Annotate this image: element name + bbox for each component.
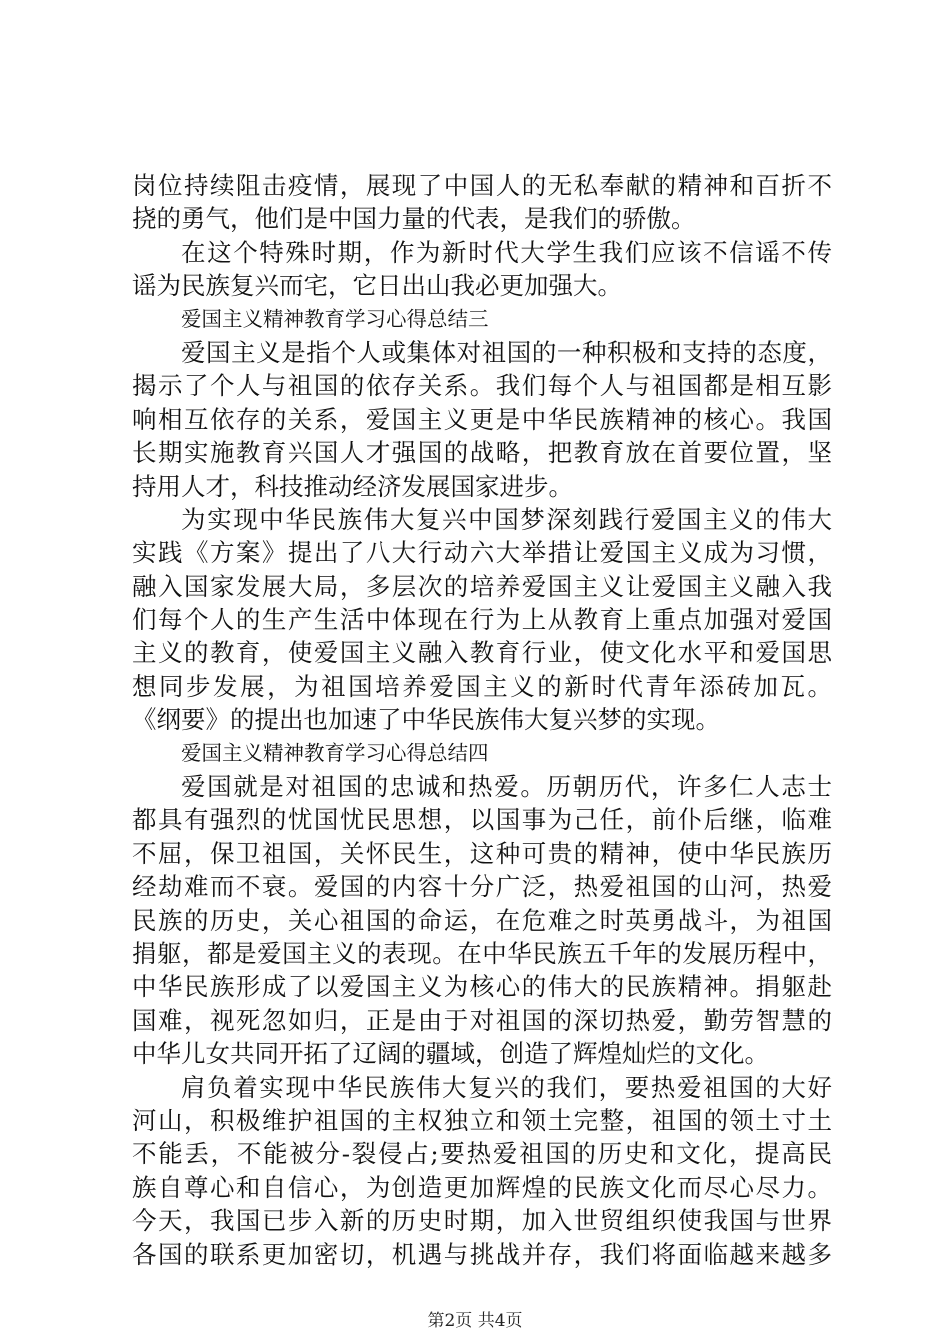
paragraph-start-line: 爱国就是对祖国的忠诚和热爱。历朝历代，许多仁人志士 (181, 772, 832, 802)
paragraph-start-line: 肩负着实现中华民族伟大复兴的我们，要热爱祖国的大好 (181, 1072, 832, 1102)
page-number-footer: 第2页 共4页 (427, 1311, 523, 1331)
text-line: 经劫难而不衰。爱国的内容十分广泛，热爱祖国的山河，热爱 (132, 872, 832, 902)
text-line: 民族的历史，关心祖国的命运，在危难之时英勇战斗，为祖国 (132, 905, 832, 935)
text-line: 融入国家发展大局，多层次的培养爱国主义让爱国主义融入我 (132, 571, 832, 601)
text-line: 都具有强烈的忧国忧民思想，以国事为己任，前仆后继，临难 (132, 805, 832, 835)
paragraph-start-line: 为实现中华民族伟大复兴中国梦深刻践行爱国主义的伟大 (181, 504, 832, 534)
text-line: 实践《方案》提出了八大行动六大举措让爱国主义成为习惯， (132, 538, 832, 568)
text-line: 今天，我国已步入新的历史时期，加入世贸组织使我国与世界 (132, 1206, 832, 1236)
text-line: 持用人才，科技推动经济发展国家进步。 (132, 471, 573, 501)
paragraph-start-line: 在这个特殊时期，作为新时代大学生我们应该不信谣不传 (181, 237, 832, 267)
document-body (132, 169, 832, 1271)
text-line: 响相互依存的关系，爱国主义更是中华民族精神的核心。我国 (132, 404, 832, 434)
paragraph-start-line: 爱国主义是指个人或集体对祖国的一种积极和支持的态度， (181, 337, 832, 367)
text-line: 族自尊心和自信心，为创造更加辉煌的民族文化而尽心尽力。 (132, 1172, 832, 1202)
text-line: 揭示了个人与祖国的依存关系。我们每个人与祖国都是相互影 (132, 371, 832, 401)
text-line: 主义的教育，使爱国主义融入教育行业，使文化水平和爱国思 (132, 638, 832, 668)
text-line: 想同步发展，为祖国培养爱国主义的新时代青年添砖加瓦。 (132, 671, 832, 701)
text-line: 挠的勇气，他们是中国力量的代表，是我们的骄傲。 (132, 204, 696, 234)
text-line: 河山，积极维护祖国的主权独立和领土完整，祖国的领土寸土 (132, 1105, 832, 1135)
text-line: 中华民族形成了以爱国主义为核心的伟大的民族精神。捐躯赴 (132, 972, 832, 1002)
text-line: 岗位持续阻击疫情，展现了中国人的无私奉献的精神和百折不 (132, 171, 832, 200)
text-line: 不屈，保卫祖国，关怀民生，这种可贵的精神，使中华民族历 (132, 838, 832, 868)
text-line: 们每个人的生产生活中体现在行为上从教育上重点加强对爱国 (132, 605, 832, 635)
text-line: 长期实施教育兴国人才强国的战略，把教育放在首要位置，坚 (132, 438, 832, 468)
section-heading: 爱国主义精神教育学习心得总结三 (181, 306, 489, 331)
section-heading: 爱国主义精神教育学习心得总结四 (181, 740, 489, 765)
text-line: 各国的联系更加密切，机遇与挑战并存，我们将面临越来越多 (132, 1239, 832, 1269)
text-line: 不能丢，不能被分-裂侵占;要热爱祖国的历史和文化，提高民 (132, 1139, 832, 1169)
text-line: 谣为民族复兴而宅，它日出山我必更加强大。 (132, 271, 622, 301)
text-line: 捐躯，都是爱国主义的表现。在中华民族五千年的发展历程中， (132, 938, 832, 968)
text-line: 国难，视死忽如归，正是由于对祖国的深切热爱，勤劳智慧的 (132, 1005, 832, 1035)
text-line: 《纲要》的提出也加速了中华民族伟大复兴梦的实现。 (132, 705, 720, 735)
text-line: 中华儿女共同开拓了辽阔的疆域，创造了辉煌灿烂的文化。 (132, 1039, 769, 1069)
